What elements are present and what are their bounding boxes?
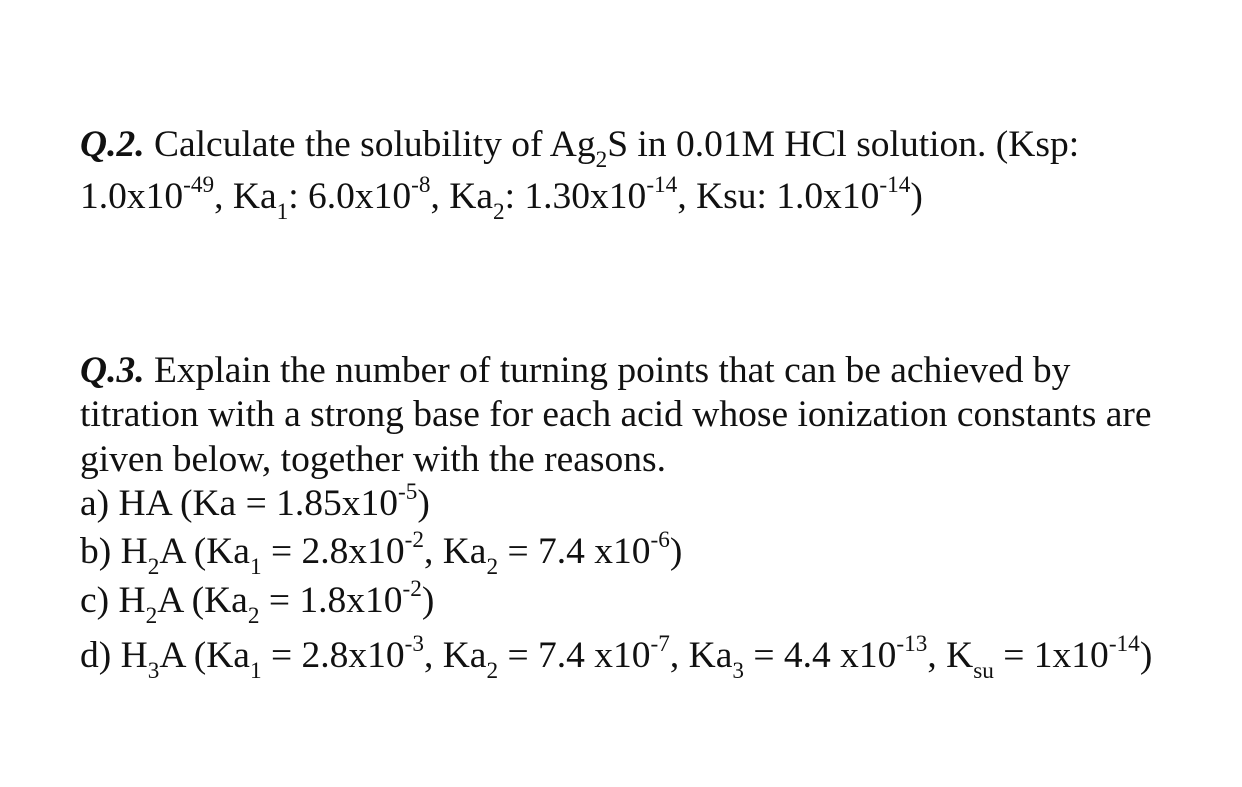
q3-item-c: c) $H_2A$ $(Ka_2 = 1.8x10^{-2})$ xyxy=(80,575,435,629)
q3-item-a: a) HA $(Ka = 1.85x10^{-5})$ xyxy=(80,478,430,524)
q3-line-2: titration with a strong base for each acid whose ionization constants are xyxy=(80,394,1152,435)
q2-line-2: $1.0x10^{-49}$, $Ka_1$: $6.0x10^{-8}$, $Ka_2$: $1.30x10^{-14}$, Ksu: $1.0x10^{-14}$) xyxy=(80,171,923,225)
q2-line-1: Q.2. Calculate the solubility of $Ag_2S$ in 0.01M HCl solution. (Ksp: xyxy=(80,124,1080,173)
q3-item-b: b) $H_2A$ ($Ka_1 = 2.8x10^{-2}$, $Ka_2 = 7.4$ $x10^{-6}$) xyxy=(80,526,683,580)
q3-line-1: Q.3. Explain the number of turning points that can be achieved by xyxy=(80,350,1071,391)
q3-item-d: d) $H_3A$ ($Ka_1 = 2.8x10^{-3}$, $Ka_2 = 7.4$ $x10^{-7}$, $Ka_3 = 4.4$ $x10^{-13}$, $K_{su} = 1x10^{-14}$) xyxy=(80,630,1153,684)
q2-label: Q.2. xyxy=(80,124,145,165)
q3-line-3: given below, together with the reasons. xyxy=(80,439,666,480)
q3-label: Q.3. xyxy=(80,350,145,391)
